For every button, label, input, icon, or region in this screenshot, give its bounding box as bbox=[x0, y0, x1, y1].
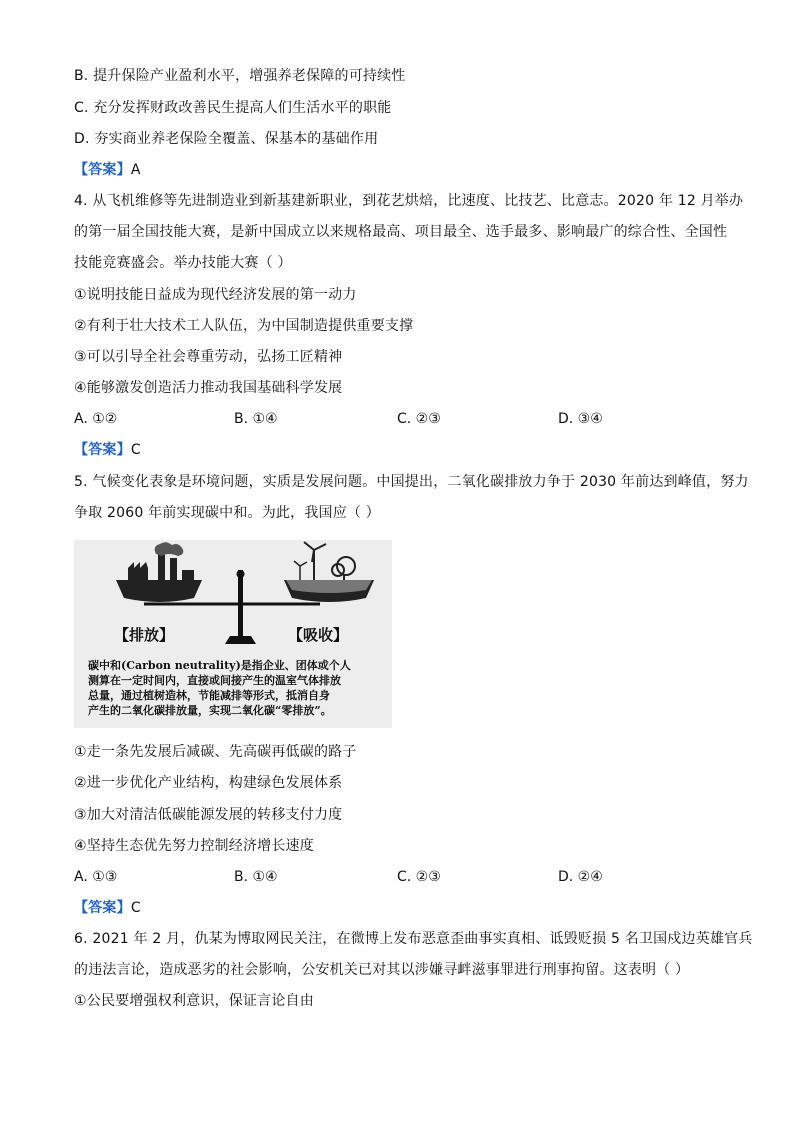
emission-label: 【排放】 bbox=[114, 626, 175, 644]
figure-caption bbox=[88, 658, 388, 718]
q5-option-b: B. ①④ bbox=[234, 869, 278, 885]
q4-stem-line-3: 技能竞赛盛会。举办技能大赛（ ） bbox=[74, 255, 292, 271]
q4-item-1: ①说明技能日益成为现代经济发展的第一动力 bbox=[74, 287, 357, 303]
caption-line-2: 测算在一定时间内，直接或间接产生的温室气体排放 bbox=[88, 674, 341, 687]
answer-value: C bbox=[130, 900, 141, 916]
q3-option-b: B. 提升保险产业盈利水平，增强养老保障的可持续性 bbox=[74, 68, 406, 84]
answer-value: C bbox=[130, 442, 141, 458]
q5-item-2: ②进一步优化产业结构，构建绿色发展体系 bbox=[74, 775, 343, 791]
answer-label: 【答案】 bbox=[74, 442, 131, 458]
q3-option-c: C. 充分发挥财政改善民生提高人们生活水平的职能 bbox=[74, 100, 392, 116]
q5-option-c: C. ②③ bbox=[397, 869, 441, 885]
q3-answer bbox=[74, 160, 141, 180]
q4-option-c: C. ②③ bbox=[397, 411, 441, 427]
caption-line-1: 碳中和(Carbon neutrality)是指企业、团体或个人 bbox=[88, 659, 351, 672]
q6-stem-line-2: 的违法言论，造成恶劣的社会影响，公安机关已对其以涉嫌寻衅滋事罪进行刑事拘留。这表明（ ） bbox=[74, 962, 690, 978]
q4-answer bbox=[74, 440, 141, 460]
q5-item-1: ①走一条先发展后减碳、先高碳再低碳的路子 bbox=[74, 744, 357, 760]
wind-turbine-tree-icon bbox=[284, 542, 374, 602]
absorption-label: 【吸收】 bbox=[288, 626, 349, 644]
caption-line-3: 总量，通过植树造林，节能减排等形式，抵消自身 bbox=[88, 689, 330, 702]
q4-item-4: ④能够激发创造活力推动我国基础科学发展 bbox=[74, 380, 343, 396]
q5-stem-line-1: 5. 气候变化表象是环境问题，实质是发展问题。中国提出，二氧化碳排放力争于 2030 年前达到峰值，努力 bbox=[74, 474, 749, 490]
q4-item-3: ③可以引导全社会尊重劳动，弘扬工匠精神 bbox=[74, 349, 343, 365]
q6-stem-line-1: 6. 2021 年 2 月，仇某为博取网民关注，在微博上发布恶意歪曲事实真相、诋毁贬损 5 名卫国戍边英雄官兵 bbox=[74, 931, 753, 947]
q4-item-2: ②有利于壮大技术工人队伍，为中国制造提供重要支撑 bbox=[74, 318, 414, 334]
q6-item-1: ①公民要增强权利意识，保证言论自由 bbox=[74, 993, 314, 1009]
caption-line-4: 产生的二氧化碳排放量，实现二氧化碳“零排放”。 bbox=[88, 704, 332, 717]
carbon-neutrality-figure bbox=[74, 540, 392, 728]
answer-value: A bbox=[130, 162, 141, 178]
q5-answer bbox=[74, 898, 141, 918]
q5-item-4: ④坚持生态优先努力控制经济增长速度 bbox=[74, 838, 314, 854]
q4-option-a: A. ①② bbox=[74, 411, 118, 427]
q5-option-a: A. ①③ bbox=[74, 869, 118, 885]
factory-icon bbox=[116, 542, 202, 602]
q4-option-b: B. ①④ bbox=[234, 411, 278, 427]
q5-option-d: D. ②④ bbox=[558, 869, 603, 885]
answer-label: 【答案】 bbox=[74, 900, 131, 916]
q3-option-d: D. 夯实商业养老保险全覆盖、保基本的基础作用 bbox=[74, 131, 379, 147]
q4-stem-line-1: 4. 从飞机维修等先进制造业到新基建新职业，到花艺烘焙，比速度、比技艺、比意志。2020 年 12 月举办 bbox=[74, 193, 744, 209]
q4-stem-line-2: 的第一届全国技能大赛，是新中国成立以来规格最高、项目最全、选手最多、影响最广的综合性、全国性 bbox=[74, 224, 728, 240]
q5-stem-line-2: 争取 2060 年前实现碳中和。为此，我国应（ ） bbox=[74, 505, 380, 521]
q4-option-d: D. ③④ bbox=[558, 411, 603, 427]
q5-item-3: ③加大对清洁低碳能源发展的转移支付力度 bbox=[74, 807, 343, 823]
answer-label: 【答案】 bbox=[74, 162, 131, 178]
